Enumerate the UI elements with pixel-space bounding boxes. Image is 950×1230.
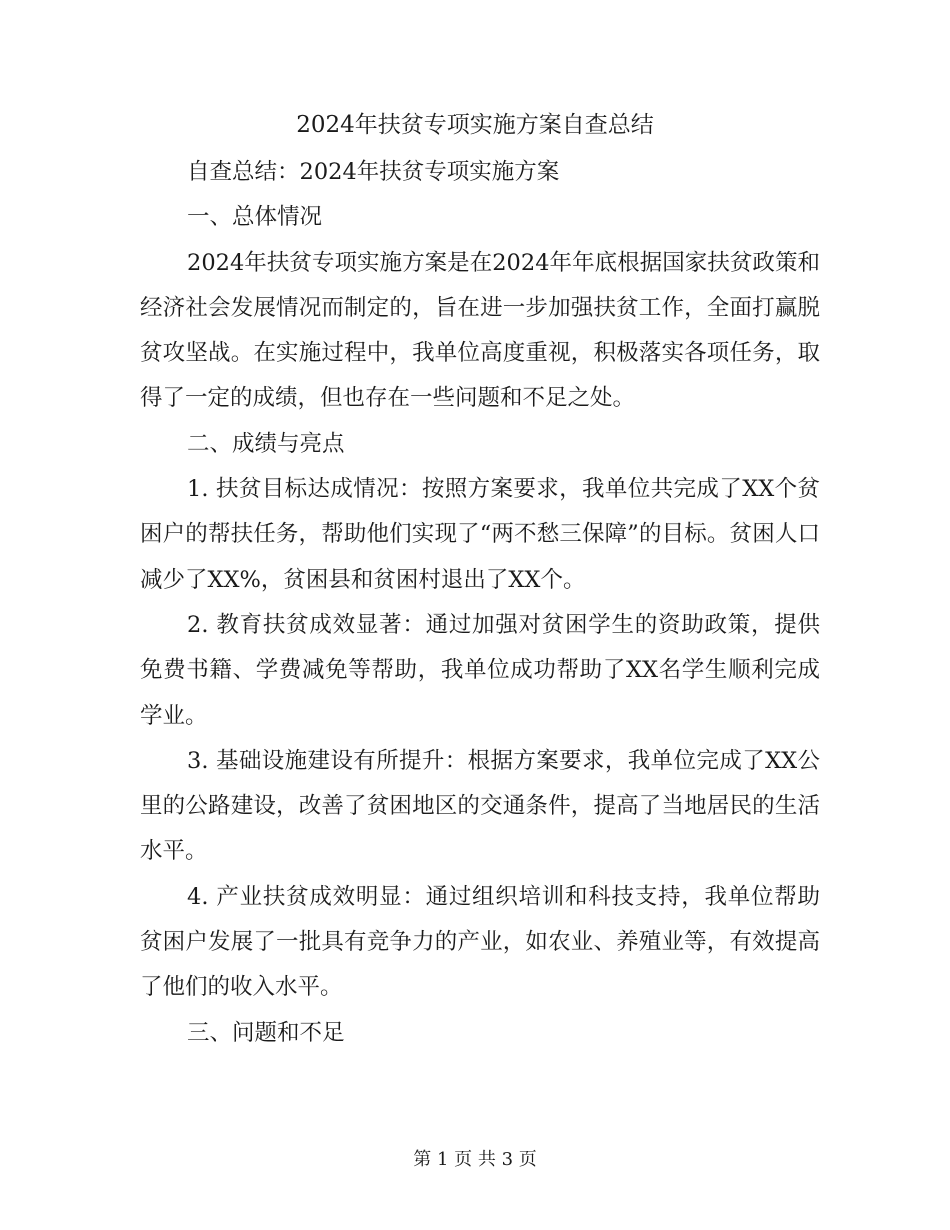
achievement-item-2: 2. 教育扶贫成效显著：通过加强对贫困学生的资助政策，提供免费书籍、学费减免等帮助，我单位成功帮助了XX名学生顺利完成学业。: [140, 611, 820, 729]
document-title: 2024年扶贫专项实施方案自查总结: [296, 112, 654, 138]
document-body: [140, 150, 820, 1056]
section-heading-overview: 一、总体情况: [187, 204, 323, 231]
section-heading-problems: 三、问题和不足: [187, 1019, 345, 1046]
achievement-item-4: 4. 产业扶贫成效明显：通过组织培训和科技支持，我单位帮助贫困户发展了一批具有竞争力的产业，如农业、养殖业等，有效提高了他们的收入水平。: [140, 883, 820, 1001]
achievement-item-1: 1. 扶贫目标达成情况：按照方案要求，我单位共完成了XX个贫困户的帮扶任务，帮助他们实现了“两不愁三保障”的目标。贫困人口减少了XX%，贫困县和贫困村退出了XX个。: [140, 476, 820, 593]
page-number-footer: 第 1 页 共 3 页: [413, 1149, 537, 1170]
achievement-item-3: 3. 基础设施建设有所提升：根据方案要求，我单位完成了XX公里的公路建设，改善了贫困地区的交通条件，提高了当地居民的生活水平。: [140, 747, 820, 865]
overview-paragraph: 2024年扶贫专项实施方案是在2024年年底根据国家扶贫政策和经济社会发展情况而制定的，旨在进一步加强扶贫工作，全面打赢脱贫攻坚战。在实施过程中，我单位高度重视，积极落实各项任务，取得了一定的成绩，但也存在一些问题和不足之处。: [140, 249, 820, 412]
section-heading-achievements: 二、成绩与亮点: [187, 430, 345, 457]
subtitle-paragraph: 自查总结：2024年扶贫专项实施方案: [187, 159, 560, 185]
